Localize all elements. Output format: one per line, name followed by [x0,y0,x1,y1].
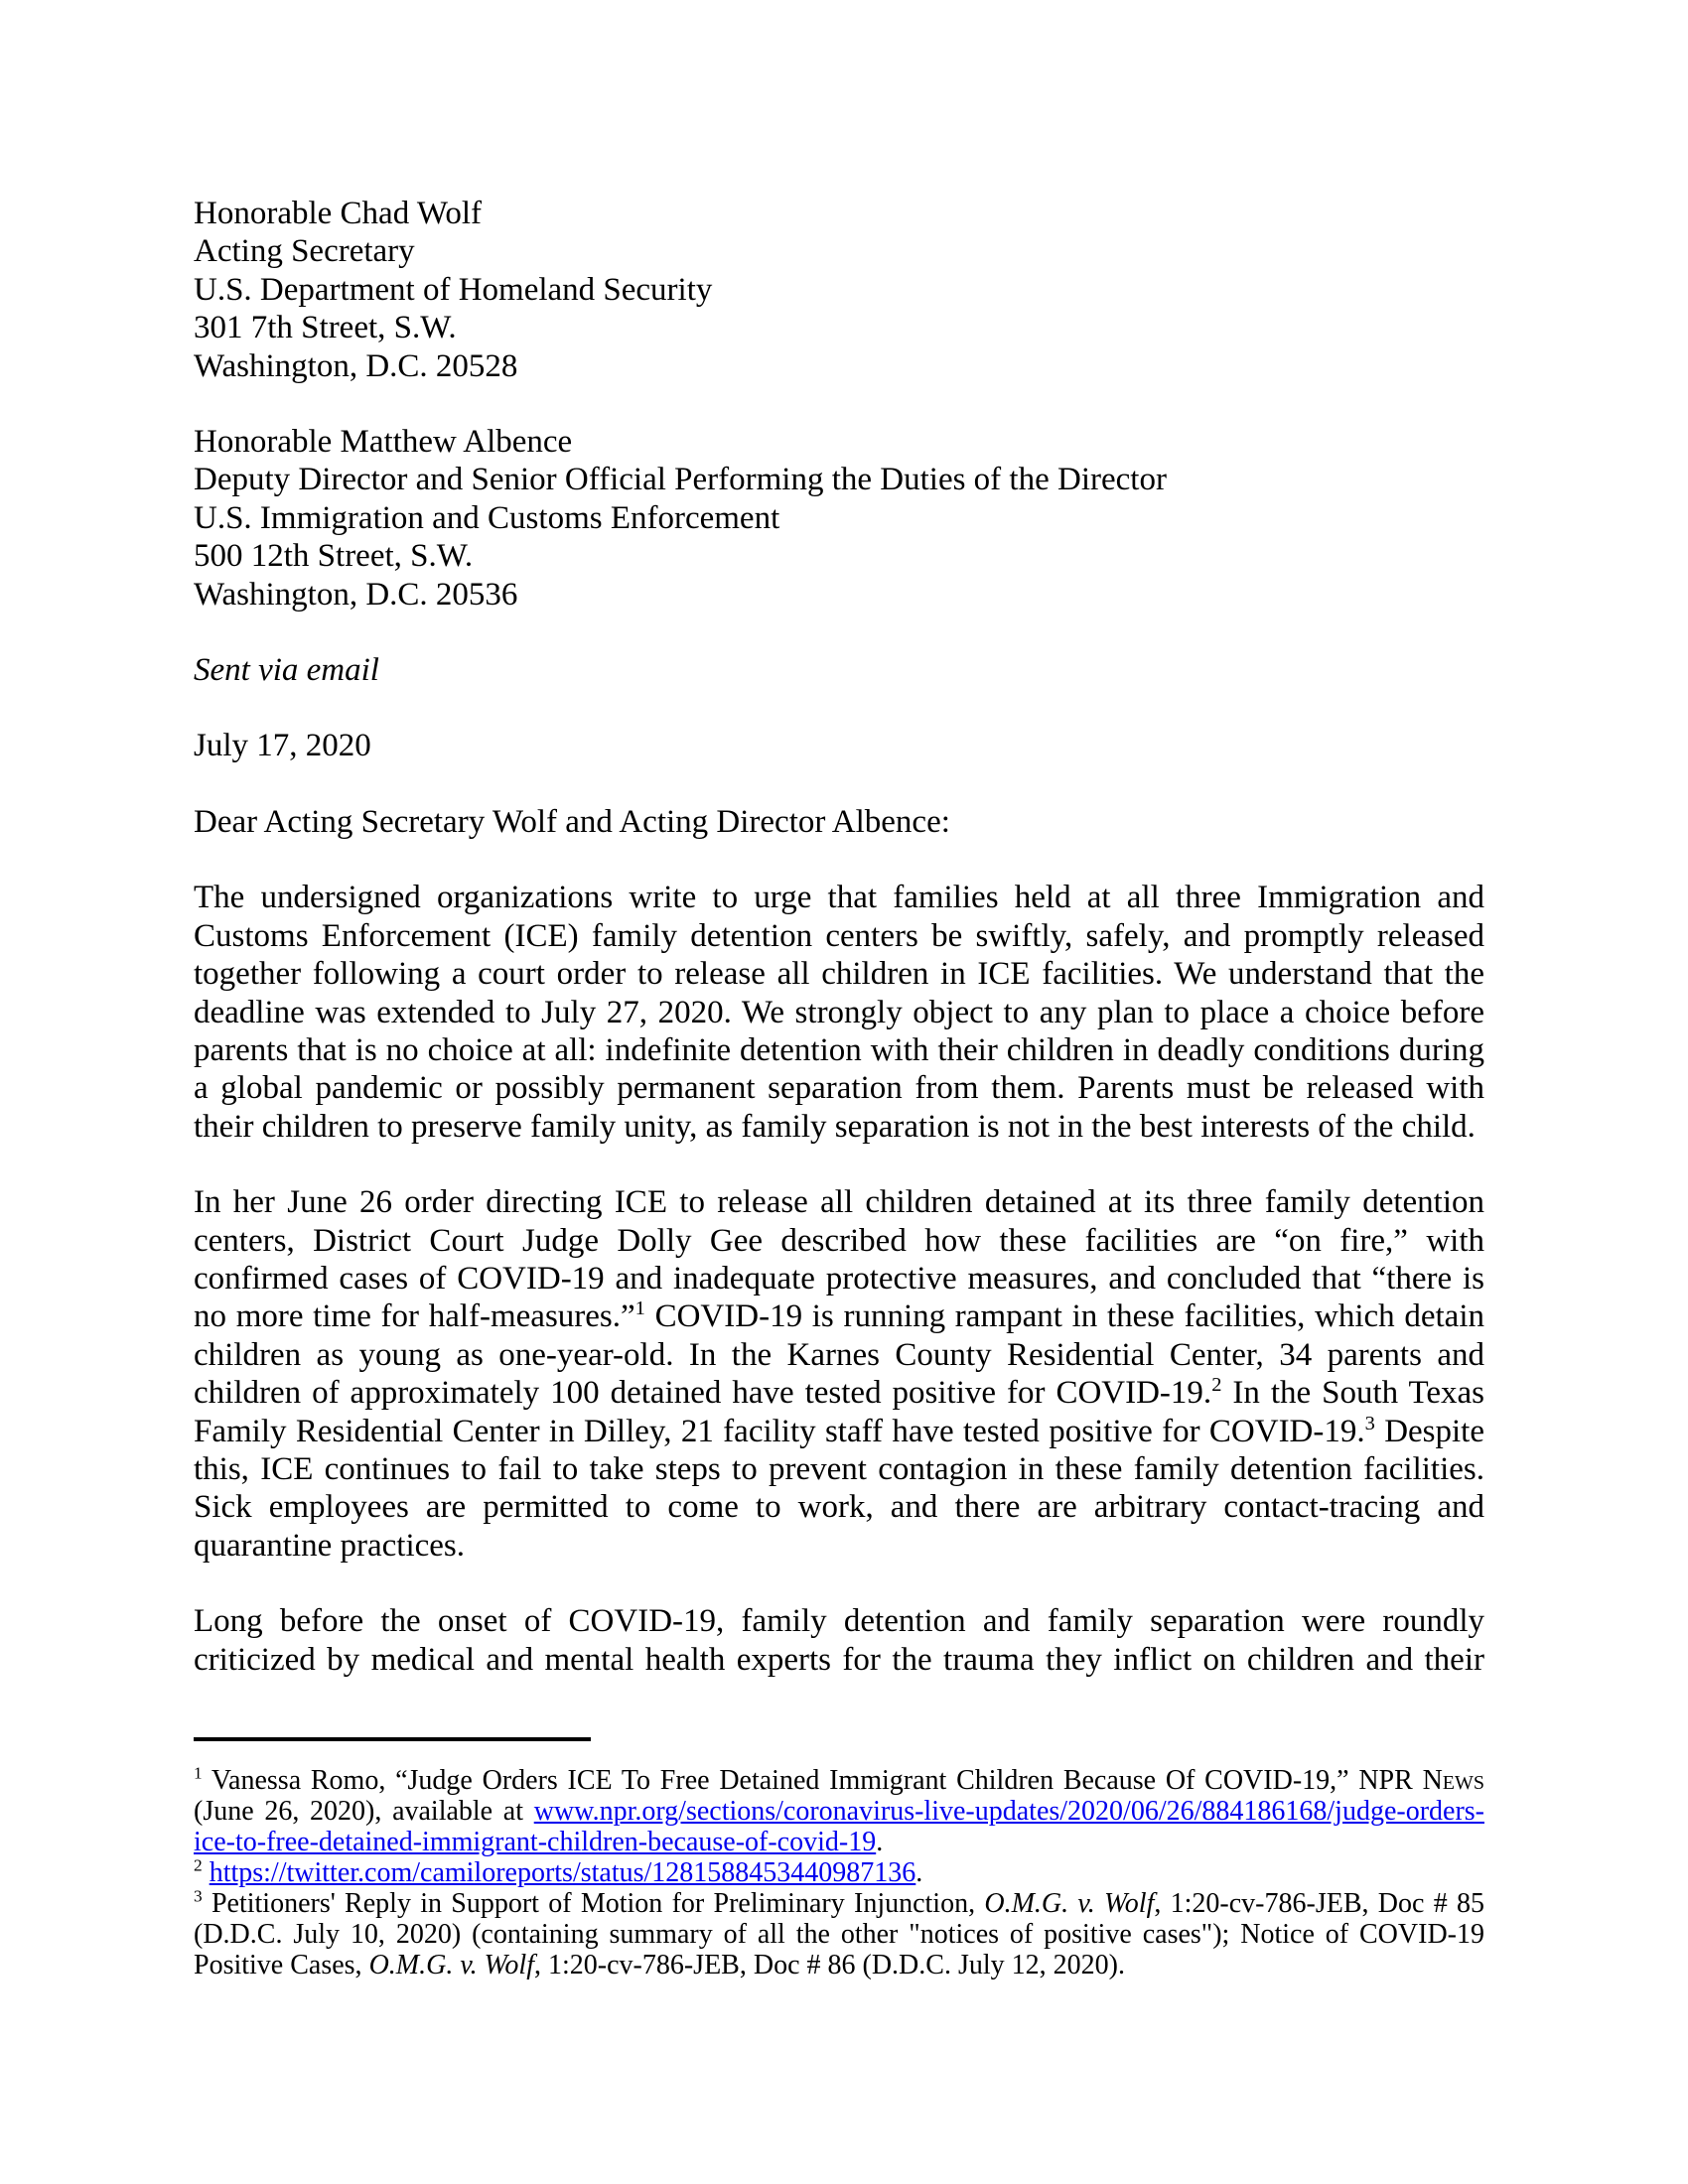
body-paragraph-2 [194,1183,1484,1565]
footnote-reference: 2 [1211,1374,1222,1397]
text-segment: Vanessa Romo, “Judge Orders ICE To Free Detained Immigrant Children Because Of COVID-19,” NPR [202,1765,1423,1796]
footnote-link[interactable]: https://twitter.com/camiloreports/status/1281588453440987136 [209,1857,916,1888]
recipient-street: 500 12th Street, S.W. [194,538,474,575]
spacer [194,765,1484,803]
footnote-reference: 1 [634,1297,645,1320]
delivery-method-note: Sent via email [194,652,379,689]
footnote-2 [194,1857,1484,1888]
spacer [194,614,1484,651]
recipient-agency: U.S. Department of Homeland Security [194,271,713,308]
recipient-name: Honorable Chad Wolf [194,196,483,231]
text-segment: News [1422,1765,1484,1796]
footnote-reference: 2 [194,1855,203,1875]
recipient-name: Honorable Matthew Albence [194,424,573,461]
text-segment: , 1:20-cv-786-JEB, Doc # 86 (D.D.C. July 12, 2020). [534,1950,1125,1980]
footnote-3 [194,1888,1484,1980]
footnote-separator [194,1737,591,1741]
recipient-city: Washington, D.C. 20528 [194,347,518,384]
spacer [194,841,1484,879]
recipient-title: Acting Secretary [194,233,415,270]
text-segment: Long before the onset of COVID-19, family detention and family separation were roundly criticized by medical and mental health experts for the trauma they inflict on children and their [194,1603,1484,1678]
text-segment: , 1:20-cv-786-JEB, Doc # 85 (D.D.C. July 10, 2020) (containing summary of all the other "notices of positive cases"); Notice of COVID-19 Positive Cases, [194,1888,1484,1980]
footnotes-section [194,1737,1484,1980]
text-segment: Despite this, ICE continues to fail to take steps to prevent contagion in these family detention facilities. Sick employees are permitted to come to work, and there are arbitrary contact-tracing and quarantine practices. [194,1413,1484,1564]
text-segment: O.M.G. v. Wolf [368,1950,534,1980]
text-segment: . [915,1857,923,1888]
recipient-street: 301 7th Street, S.W. [194,310,457,346]
recipient-city: Washington, D.C. 20536 [194,576,518,613]
recipient-agency: U.S. Immigration and Customs Enforcement [194,499,780,536]
text-segment: Petitioners' Reply in Support of Motion for Preliminary Injunction, [202,1888,985,1919]
text-segment: COVID-19 is running rampant in these facilities, which detain children as young as one-year-old. In the Karnes County Residential Center, 34 parents and children of approximately 100 detained have tested positive for COVID-19. [194,1298,1484,1412]
text-segment: The undersigned organizations write to urge that families held at all three Immigration and Customs Enforcement (ICE) family detention centers be swiftly, safely, and promptly released together following a court order to release all children in ICE facilities. We understand that the deadline was extended to July 27, 2020. We strongly object to any plan to place a choice before parents that is no choice at all: indefinite detention with their children in deadly conditions during a global pandemic or possibly permanent separation from them. Parents must be released with their children to preserve family unity, as family separation is not in the best interests of the child. [194,880,1484,1145]
salutation: Dear Acting Secretary Wolf and Acting Director Albence: [194,803,950,840]
letter-body [194,195,1484,1679]
text-segment: In her June 26 order directing ICE to release all children detained at its three family detention centers, District Court Judge Dolly Gee described how these facilities are “on fire,” with confirmed cases of COVID-19 and inadequate protective measures, and concluded that “there is no more time for half-measures.” [194,1184,1484,1335]
text-segment: O.M.G. v. Wolf [984,1888,1155,1919]
recipient-block-albence [194,423,1484,614]
body-paragraph-1 [194,879,1484,1146]
footnote-reference: 1 [194,1763,203,1783]
footnote-1 [194,1765,1484,1857]
text-segment: . [876,1827,884,1857]
recipient-title: Deputy Director and Senior Official Performing the Duties of the Director [194,462,1167,498]
footnote-reference: 3 [1364,1412,1375,1434]
spacer [194,385,1484,423]
text-segment: In the South Texas Family Residential Center in Dilley, 21 facility staff have tested positive for COVID-19. [194,1375,1484,1449]
footnote-link[interactable]: www.npr.org/sections/coronavirus-live-updates/2020/06/26/884186168/judge-orders-ice-to-free-detained-immigrant-children-because-of-covid-19 [194,1796,1484,1857]
spacer [194,689,1484,727]
recipient-block-wolf [194,195,1484,385]
footnote-reference: 3 [194,1886,203,1906]
letter-date: July 17, 2020 [194,728,371,764]
text-segment [203,1857,210,1888]
body-paragraph-3 [194,1602,1484,1679]
text-segment: (June 26, 2020), available at [194,1796,534,1827]
